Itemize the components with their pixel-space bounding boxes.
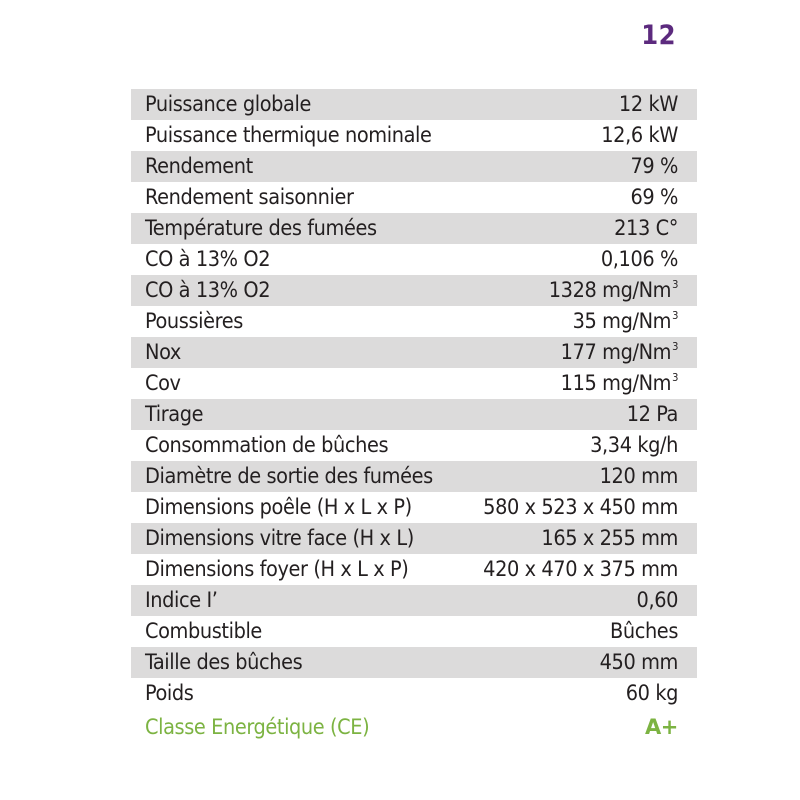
spec-value bbox=[626, 401, 678, 427]
spec-value-text: 420 x 470 x 375 mm bbox=[483, 556, 678, 582]
energy-class-value: A+ bbox=[644, 715, 678, 739]
spec-label: CO à 13% O2 bbox=[145, 246, 271, 272]
spec-value bbox=[630, 184, 678, 210]
spec-label: Dimensions vitre face (H x L) bbox=[145, 525, 414, 551]
unit-superscript: 3 bbox=[672, 340, 678, 354]
spec-value bbox=[599, 649, 678, 675]
spec-row bbox=[131, 89, 697, 120]
spec-label: Puissance thermique nominale bbox=[145, 122, 432, 148]
spec-value bbox=[601, 122, 678, 148]
spec-label: Puissance globale bbox=[145, 91, 311, 117]
spec-value bbox=[549, 279, 678, 302]
spec-value bbox=[614, 215, 678, 241]
spec-value bbox=[573, 310, 678, 333]
spec-label: Dimensions foyer (H x L x P) bbox=[145, 556, 409, 582]
spec-value-text: 69 % bbox=[630, 184, 678, 210]
spec-label: Taille des bûches bbox=[145, 649, 303, 675]
spec-value bbox=[625, 680, 678, 706]
spec-value bbox=[483, 556, 678, 582]
spec-row bbox=[131, 647, 697, 678]
spec-rows bbox=[131, 89, 697, 709]
spec-value-text: 35 mg/Nm bbox=[572, 309, 672, 335]
spec-row bbox=[131, 492, 697, 523]
energy-class-label: Classe Energétique (CE) bbox=[145, 714, 370, 740]
spec-value-text: 213 C° bbox=[614, 215, 678, 241]
spec-value-text: 12 kW bbox=[618, 91, 678, 117]
spec-label: Température des fumées bbox=[145, 215, 377, 241]
spec-value bbox=[541, 525, 678, 551]
spec-row bbox=[131, 585, 697, 616]
spec-row bbox=[131, 523, 697, 554]
spec-row bbox=[131, 275, 697, 306]
spec-label: Poussières bbox=[145, 308, 243, 334]
model-number: 12 bbox=[641, 20, 676, 51]
spec-value bbox=[636, 587, 678, 613]
spec-value bbox=[483, 494, 678, 520]
spec-row bbox=[131, 151, 697, 182]
spec-label: Combustible bbox=[145, 618, 262, 644]
spec-row bbox=[131, 554, 697, 585]
spec-row bbox=[131, 244, 697, 275]
spec-row bbox=[131, 182, 697, 213]
spec-row bbox=[131, 213, 697, 244]
spec-value bbox=[561, 341, 678, 364]
spec-value-text: 12,6 kW bbox=[601, 122, 678, 148]
spec-label: CO à 13% O2 bbox=[145, 277, 271, 303]
spec-value-text: 0,106 % bbox=[600, 246, 678, 272]
unit-superscript: 3 bbox=[672, 309, 678, 323]
energy-class-row bbox=[131, 712, 697, 743]
spec-value-text: 79 % bbox=[630, 153, 678, 179]
spec-label: Poids bbox=[145, 680, 194, 706]
spec-value bbox=[600, 246, 678, 272]
spec-label: Indice I’ bbox=[145, 587, 218, 613]
spec-row bbox=[131, 678, 697, 709]
spec-value bbox=[599, 463, 678, 489]
spec-label: Tirage bbox=[145, 401, 204, 427]
spec-value bbox=[561, 372, 678, 395]
spec-label: Consommation de bûches bbox=[145, 432, 389, 458]
spec-value-text: 3,34 kg/h bbox=[590, 432, 678, 458]
spec-value bbox=[618, 91, 678, 117]
spec-row bbox=[131, 461, 697, 492]
spec-label: Diamètre de sortie des fumées bbox=[145, 463, 433, 489]
spec-label: Dimensions poêle (H x L x P) bbox=[145, 494, 412, 520]
spec-value-text: 580 x 523 x 450 mm bbox=[483, 494, 678, 520]
unit-superscript: 3 bbox=[672, 278, 678, 292]
spec-row bbox=[131, 430, 697, 461]
spec-row bbox=[131, 368, 697, 399]
spec-table bbox=[131, 89, 697, 743]
spec-value-text: 450 mm bbox=[599, 649, 678, 675]
spec-value bbox=[590, 432, 678, 458]
spec-row bbox=[131, 306, 697, 337]
spec-row bbox=[131, 120, 697, 151]
spec-value-text: 177 mg/Nm bbox=[560, 340, 672, 366]
spec-value bbox=[630, 153, 678, 179]
spec-row bbox=[131, 337, 697, 368]
unit-superscript: 3 bbox=[672, 371, 678, 385]
spec-value-text: 0,60 bbox=[636, 587, 678, 613]
spec-value-text: 115 mg/Nm bbox=[560, 371, 672, 397]
spec-label: Rendement saisonnier bbox=[145, 184, 354, 210]
spec-value-text: 1328 mg/Nm bbox=[548, 278, 672, 304]
spec-value-text: 12 Pa bbox=[626, 401, 678, 427]
spec-value-text: 165 x 255 mm bbox=[541, 525, 678, 551]
spec-value bbox=[609, 618, 678, 644]
spec-row bbox=[131, 616, 697, 647]
spec-label: Cov bbox=[145, 370, 181, 396]
spec-value-text: 60 kg bbox=[625, 680, 678, 706]
spec-row bbox=[131, 399, 697, 430]
spec-value-text: 120 mm bbox=[599, 463, 678, 489]
spec-value-text: Bûches bbox=[609, 618, 678, 644]
spec-label: Nox bbox=[145, 339, 181, 365]
spec-label: Rendement bbox=[145, 153, 253, 179]
